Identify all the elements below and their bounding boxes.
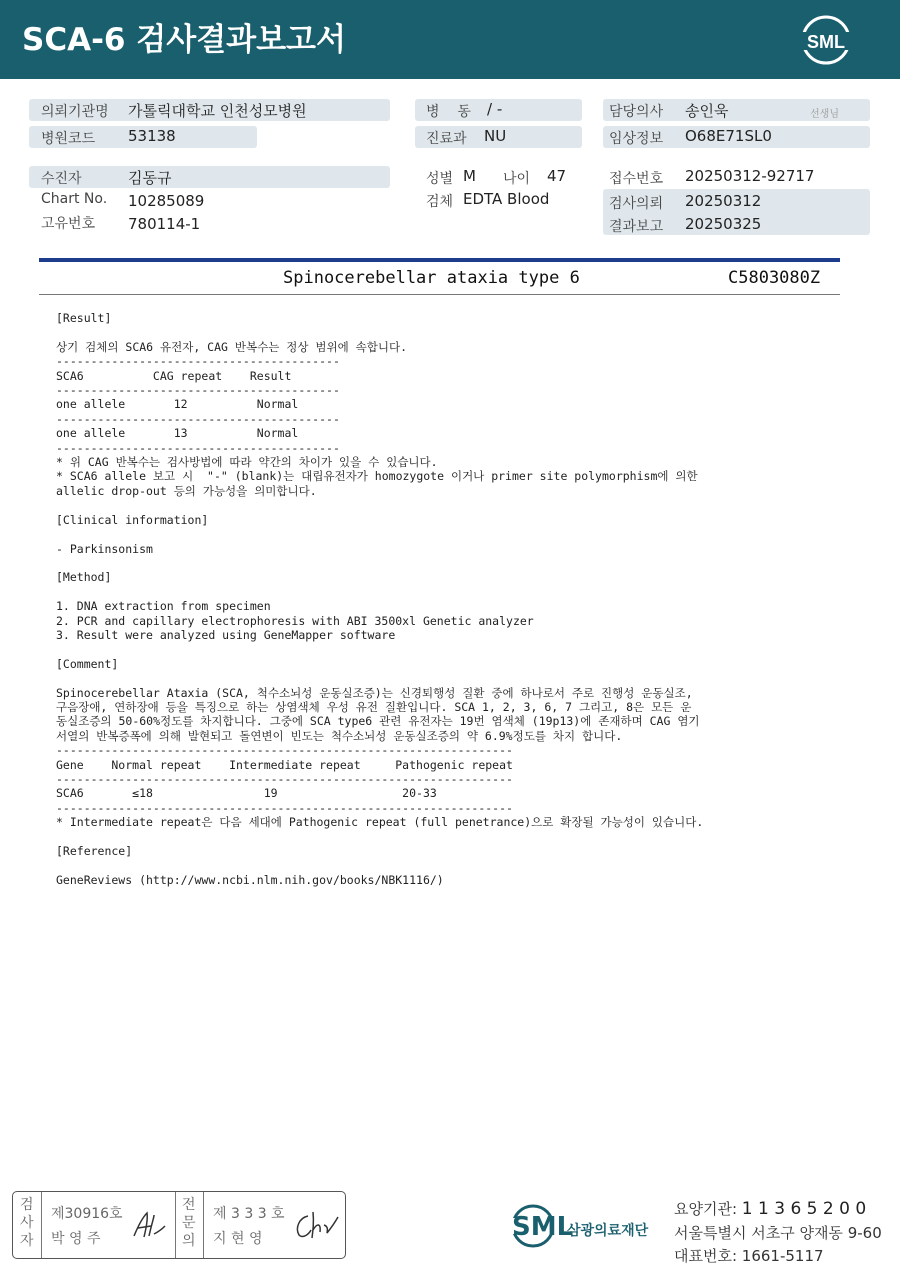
stamp-divider — [203, 1192, 204, 1258]
chart-value: 10285089 — [128, 192, 205, 210]
unique-label: 고유번호 — [41, 216, 96, 232]
sex-label: 성별 — [426, 171, 454, 187]
hospital-code-value: 53138 — [128, 127, 176, 145]
department-label: 진료과 — [426, 131, 467, 147]
specimen-value: EDTA Blood — [463, 190, 550, 208]
patient-label: 수진자 — [41, 171, 82, 187]
institution-value: 가톨릭대학교 인천성모병원 — [128, 102, 307, 120]
specialist-title: 전문의 — [182, 1197, 196, 1249]
phone-value: 1661-5117 — [741, 1247, 824, 1265]
doctor-label: 담당의사 — [609, 104, 664, 120]
ward-label: 병 동 — [426, 104, 471, 120]
specimen-label: 검체 — [426, 194, 454, 210]
stamp-divider — [175, 1192, 176, 1258]
signature-stamp — [12, 1191, 346, 1259]
patient-value: 김동규 — [128, 169, 172, 187]
inspector-title: 검사자 — [20, 1197, 34, 1249]
footer-address: 서울특별시 서초구 양재동 9-60 — [674, 1224, 882, 1242]
report-body: [Result] 상기 검체의 SCA6 유전자, CAG 반복수는 정상 범위에 속합니다. ----------------------------------------- SCA6 CAG repeat Result ----------------------------------------- one allele 12 Normal ----------------------------------------- one allele 13 Normal ----------------------------------------- * 위 CAG 반복수는 검사방법에 따라 약간의 차이가 있을 수 있습니다. * SCA6 allele 보고 시 "-" (blank)는 대립유전자가 homozygote 이거나 primer site polymorphism에 의한 allelic drop-out 등의 가능성을 의미합니다. [Clinical information] - Parkinsonism [Method] 1. DNA extraction from specimen 2. PCR and capillary electrophoresis with ABI 3500xl Genetic analyzer 3. Result were analyzed using GeneMapper software [Comment] Spinocerebellar Ataxia (SCA, 척수소뇌성 운동실조증)는 신경퇴행성 질환 중에 하나로서 주로 진행성 운동실조, 구음장애, 연하장애 등을 특징으로 하는 상염색체 우성 유전 질환입니다. SCA 1, 2, 3, 6, 7 그리고, 8은 모든 운 동실조증의 50-60%정도를 차지합니다. 그중에 SCA type6 관련 유전자는 19번 염색체 (19p13)에 존재하며 CAG 염기 서열의 반복증폭에 의해 발현되고 돌연변이 빈도는 척수소뇌성 운동실조증의 약 6.9%정도를 차지 합니다. ------------------------------------------------------------------ Gene Normal repeat Intermediate repeat Pathogenic repeat ------------------------------------------------------------------ SCA6 ≤18 19 20-33 ------------------------------------------------------------------ * Intermediate repeat은 다음 세대에 Pathogenic repeat (full penetrance)으로 확장될 가능성이 있습니다. [Reference] GeneReviews (http://www.ncbi.nlm.nih.gov/books/NBK1116/) — [56, 311, 704, 887]
unique-value: 780114-1 — [128, 215, 201, 233]
ward-value: / - — [487, 100, 503, 118]
specialist-name: 지 현 영 — [213, 1231, 263, 1247]
sml-logo-icon — [800, 14, 852, 66]
test-rule-top — [39, 258, 840, 262]
request-value: 20250312 — [685, 192, 762, 210]
specialist-license: 제 3 3 3 호 — [213, 1206, 285, 1222]
age-value: 47 — [547, 167, 567, 185]
clinical-value: O68E71SL0 — [685, 127, 772, 145]
specialist-signature-icon — [293, 1208, 339, 1242]
doctor-suffix: 선생님 — [810, 109, 839, 120]
care-code-label: 요양기관: — [674, 1200, 738, 1218]
report-title: SCA-6 검사결과보고서 — [22, 22, 346, 58]
foundation-name: 삼광의료재단 — [567, 1223, 649, 1239]
receipt-label: 접수번호 — [609, 171, 664, 187]
chart-label: Chart No. — [41, 191, 108, 207]
institution-label: 의뢰기관명 — [41, 104, 109, 120]
test-rule-bottom — [39, 294, 840, 295]
inspector-signature-icon — [131, 1210, 167, 1240]
hospital-code-label: 병원코드 — [41, 131, 96, 147]
inspector-license: 제30916호 — [51, 1206, 123, 1222]
phone-label: 대표번호: — [674, 1247, 738, 1265]
stamp-divider — [41, 1192, 42, 1258]
phone-line — [674, 1245, 824, 1266]
report-date-value: 20250325 — [685, 215, 762, 233]
care-code-value: 1 1 3 6 5 2 0 0 — [741, 1199, 867, 1219]
test-name: Spinocerebellar ataxia type 6 — [283, 268, 580, 288]
doctor-value: 송인욱 — [685, 102, 729, 120]
report-date-label: 결과보고 — [609, 219, 664, 235]
care-code-line — [674, 1198, 866, 1219]
footer-logo-text: SML — [512, 1212, 574, 1242]
report-header — [0, 0, 900, 79]
request-label: 검사의뢰 — [609, 196, 664, 212]
department-value: NU — [484, 127, 507, 145]
receipt-value: 20250312-92717 — [685, 167, 815, 185]
age-label: 나이 — [503, 171, 531, 187]
logo-text: SML — [807, 32, 845, 52]
inspector-name: 박 영 주 — [51, 1231, 101, 1247]
test-code: C5803080Z — [728, 268, 821, 288]
clinical-label: 임상정보 — [609, 131, 664, 147]
sex-value: M — [463, 167, 476, 185]
patient-field-bg — [29, 166, 390, 188]
